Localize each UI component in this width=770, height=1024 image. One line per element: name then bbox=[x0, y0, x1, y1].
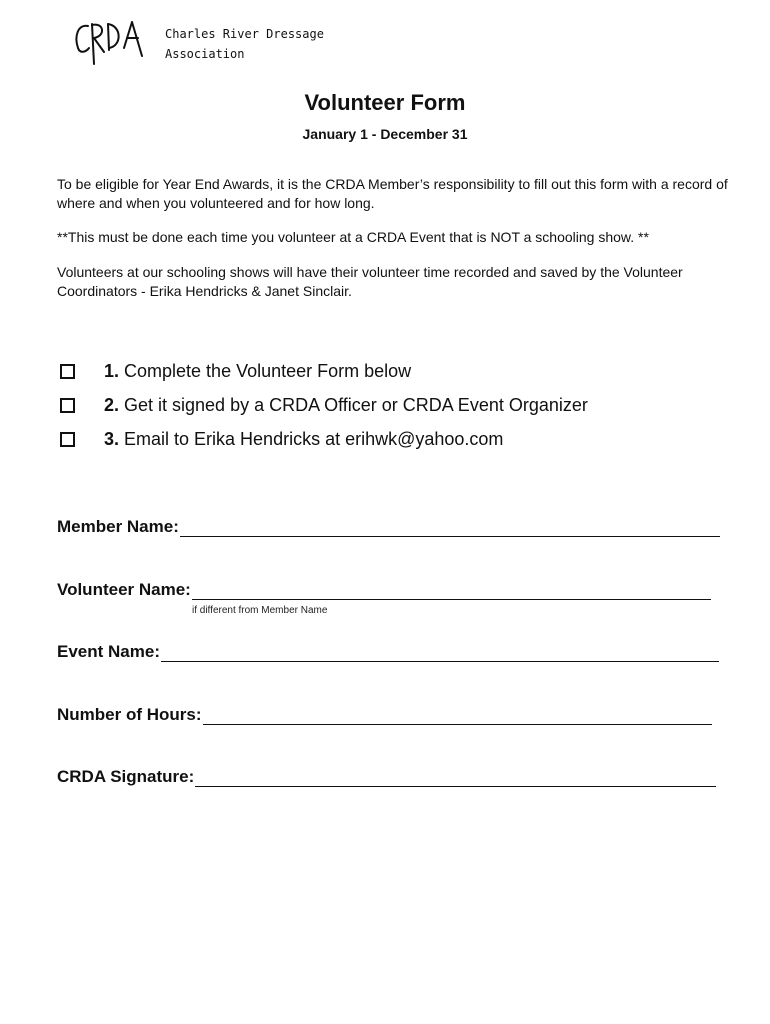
eligibility-paragraph: To be eligible for Year End Awards, it is the CRDA Member’s responsibility to fill out this form with a record of where and when you volunteered and for how long. bbox=[57, 176, 728, 211]
checkbox[interactable] bbox=[60, 364, 75, 379]
step-number: 2. bbox=[104, 394, 120, 415]
hours-input[interactable] bbox=[203, 707, 712, 725]
org-name-line2: Association bbox=[165, 47, 245, 61]
page-title: Volunteer Form bbox=[304, 90, 466, 115]
member-name-label: Member Name: bbox=[57, 517, 179, 536]
schooling-paragraph: Volunteers at our schooling shows will have their volunteer time recorded and saved by the Volunteer Coordinators - Erika Hendricks & Janet Sinclair. bbox=[57, 264, 683, 299]
member-name-input[interactable] bbox=[180, 519, 720, 537]
event-name-field bbox=[57, 642, 719, 662]
event-name-input[interactable] bbox=[161, 644, 719, 662]
volunteer-name-hint: if different from Member Name bbox=[192, 605, 328, 616]
signature-field bbox=[57, 767, 716, 787]
checkbox[interactable] bbox=[60, 398, 75, 413]
date-range: January 1 - December 31 bbox=[302, 126, 468, 142]
step-text: Complete the Volunteer Form below bbox=[124, 360, 412, 381]
hours-label: Number of Hours: bbox=[57, 705, 202, 724]
checkbox[interactable] bbox=[60, 432, 75, 447]
event-name-label: Event Name: bbox=[57, 642, 160, 661]
signature-input[interactable] bbox=[195, 769, 716, 787]
step-text: Get it signed by a CRDA Officer or CRDA Event Organizer bbox=[124, 394, 588, 415]
signature-label: CRDA Signature: bbox=[57, 767, 195, 786]
org-name-line1: Charles River Dressage bbox=[165, 27, 324, 41]
crda-logo bbox=[72, 18, 148, 68]
volunteer-name-input[interactable] bbox=[192, 582, 711, 600]
notice-paragraph: **This must be done each time you volunteer at a CRDA Event that is NOT a schooling show. ** bbox=[57, 229, 649, 245]
step-2 bbox=[60, 393, 588, 417]
volunteer-name-field bbox=[57, 580, 711, 600]
volunteer-name-label: Volunteer Name: bbox=[57, 580, 191, 599]
hours-field bbox=[57, 705, 712, 725]
step-text: Email to Erika Hendricks at erihwk@yahoo.com bbox=[124, 428, 504, 449]
step-3 bbox=[60, 427, 503, 451]
member-name-field bbox=[57, 517, 720, 537]
step-number: 1. bbox=[104, 360, 120, 381]
step-1 bbox=[60, 359, 411, 383]
step-number: 3. bbox=[104, 428, 120, 449]
